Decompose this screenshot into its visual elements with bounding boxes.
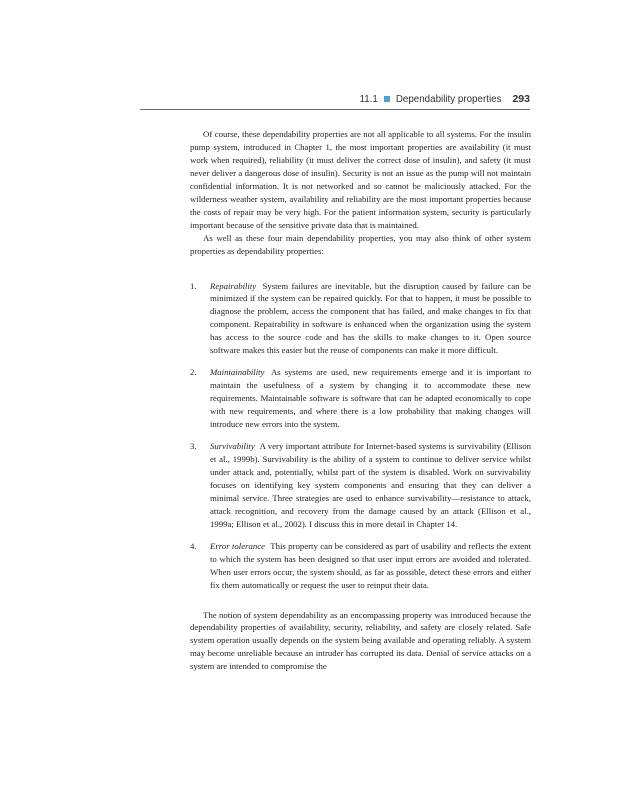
list-item-term: Error tolerance bbox=[210, 540, 266, 551]
list-item bbox=[190, 280, 531, 358]
list-item-number: 4. bbox=[190, 540, 197, 551]
paragraph: Of course, these dependability properties are not all applicable to all systems. For the insulin pump system, introduced in Chapter 1, the most important properties are availability (it must work when required), reliability (it must deliver the correct dose of insulin), and safety (it must never deliver a dangerous dose of insulin). Security is not an issue as the pump will not maintain confidential information. It is not networked and so cannot be maliciously attacked. For the wilderness weather system, availability and reliability are the most important properties because the costs of repair may be very high. For the patient information system, security is particularly important because of the sensitive private data that is maintained. bbox=[190, 129, 531, 230]
list-item-term: Maintainability bbox=[210, 367, 265, 378]
list-item-text: This property can be considered as part of usability and reflects the extent to which the system has been designed so that user input errors are avoided and tolerated. When user errors occur, the system should, as far as possible, detect these errors and either fix them automatically or request the user to reinput their data. bbox=[210, 540, 531, 590]
list-item-text: A very important attribute for Internet-based systems is survivability (Ellison et al., 1999b). Survivability is the ability of a system to continue to deliver service whilst under attack and, potentially, whilst part of the system is disabled. Work on survivability focuses on identifying key system components and ensuring that they can deliver a minimal service. Three strategies are used to enhance survivability—resistance to attack, attack recognition, and recovery from the damage caused by an attack (Ellison et al., 1999a; Ellison et al., 2002). I discuss this in more detail in Chapter 14. bbox=[210, 441, 531, 529]
list-item-term: Survivability bbox=[210, 441, 255, 452]
list-item-text: System failures are inevitable, but the disruption caused by failure can be minimized if the system can be repaired quickly. For that to happen, it must be possible to diagnose the problem, access the component that has failed, and make changes to fix that component. Repairability in software is enhanced when the organization using the system has access to the source code and has the skills to make changes to it. Open source software makes this easier but the reuse of components can make it more difficult. bbox=[210, 280, 531, 356]
dependability-properties-list bbox=[190, 280, 531, 592]
list-item bbox=[190, 540, 531, 592]
paragraph: The notion of system dependability as an encompassing property was introduced because the dependability properties of availability, security, reliability, and safety are closely related. Safe system operation usually depends on the system being available and operating reliably. A system may become unreliable because an intruder has corrupted its data. Denial of service attacks on a system are intended to compromise the bbox=[190, 609, 531, 672]
running-header bbox=[140, 93, 530, 107]
header-rule bbox=[140, 109, 530, 110]
page-number: 293 bbox=[512, 93, 530, 105]
header-square-icon bbox=[384, 96, 390, 102]
list-item-term: Repairability bbox=[210, 280, 257, 291]
list-item bbox=[190, 440, 531, 531]
list-item-number: 3. bbox=[190, 441, 197, 452]
list-item-number: 1. bbox=[190, 280, 197, 291]
paragraph: As well as these four main dependability properties, you may also think of other system properties as dependability properties: bbox=[190, 232, 531, 256]
list-item-text: As systems are used, new requirements emerge and it is important to maintain the usefulness of a system by changing it to accommodate these new requirements. Maintainable software is software that can be adapted economically to cope with new requirements, and where there is a low probability that making changes will introduce new errors into the system. bbox=[210, 367, 531, 430]
list-item bbox=[190, 366, 531, 431]
section-number: 11.1 bbox=[359, 93, 378, 105]
section-title: Dependability properties bbox=[395, 93, 502, 105]
header-right bbox=[359, 93, 530, 105]
list-item-number: 2. bbox=[190, 367, 197, 378]
body-text bbox=[190, 128, 531, 673]
